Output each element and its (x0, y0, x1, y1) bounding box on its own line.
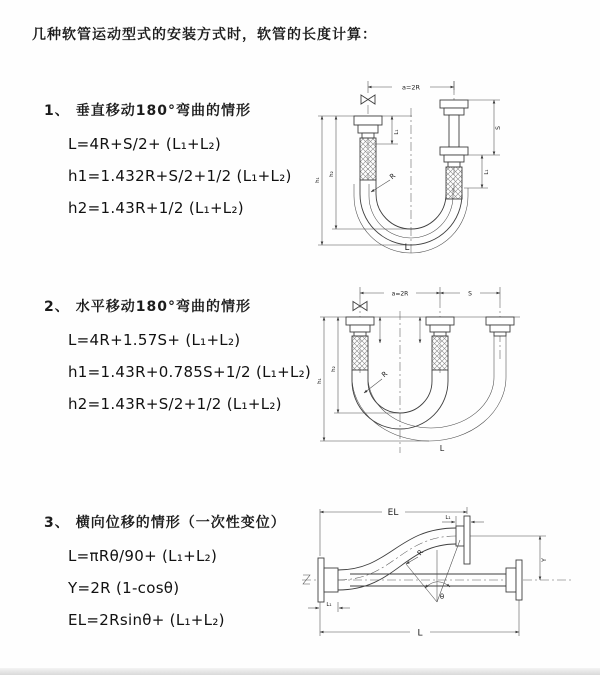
section-1-index: 1、 (44, 103, 70, 119)
dim-label-s: S (495, 126, 502, 130)
dim-label-l1-left: L₁ (326, 602, 332, 608)
diagram-vertical-180-bend (308, 74, 570, 258)
middle-pipe-assembly (426, 317, 454, 370)
section-2-formulas (68, 324, 311, 420)
dim-label-r: R (380, 369, 390, 380)
formula-line: Y=2R (1-cosθ) (68, 579, 180, 597)
left-flange (318, 558, 338, 602)
hose-u-bend (352, 336, 506, 441)
section-2-heading (44, 296, 311, 316)
formula-line: EL=2Rsinθ+ (L₁+L₂) (68, 611, 225, 629)
dim-a2r (360, 287, 500, 299)
dim-label-theta: θ (439, 593, 445, 601)
formula-line: h1=1.432R+S/2+1/2 (L₁+L₂) (68, 167, 292, 185)
right-pipe-assembly (486, 317, 514, 336)
dim-label-el: EL (387, 508, 399, 518)
formula-line: h2=1.43R+S/2+1/2 (L₁+L₂) (68, 395, 282, 413)
diagram-lateral-displacement (298, 502, 584, 648)
dim-label-l1-left: L₁ (394, 129, 400, 135)
section-3 (44, 512, 286, 636)
section-2 (44, 296, 311, 420)
hose-s-curve (338, 516, 470, 590)
dim-label-l1-right: L₁ (484, 169, 490, 175)
formula-line: L=πRθ/90+ (L₁+L₂) (68, 547, 218, 565)
dim-l (320, 600, 519, 639)
dim-h1 (317, 317, 429, 441)
dim-label-l1-top: L₁ (445, 515, 451, 521)
section-3-heading (44, 512, 286, 532)
dim-a2r (368, 81, 454, 93)
section-1-title: 垂直移动180°弯曲的情形 (75, 103, 251, 119)
dim-label-h2: h₂ (331, 366, 337, 372)
dim-label-r: R (388, 171, 398, 182)
section-1-formulas (68, 128, 292, 224)
valve-icon (361, 95, 375, 104)
formula-line: h2=1.43R+1/2 (L₁+L₂) (68, 199, 244, 217)
dim-label-r: R (415, 548, 426, 558)
section-3-formulas (68, 540, 286, 636)
dim-label-y: Y (540, 558, 548, 562)
break-symbol (303, 575, 310, 584)
dim-label-l: L (417, 628, 423, 639)
dim-l1-left (308, 602, 350, 612)
section-1-heading (44, 100, 292, 120)
section-2-index: 2、 (44, 299, 70, 315)
formula-line: L=4R+S/2+ (L₁+L₂) (68, 135, 222, 153)
left-pipe-assembly (354, 116, 382, 180)
dim-s (468, 100, 502, 155)
dim-label-s: S (468, 290, 472, 298)
left-pipe-assembly (346, 317, 374, 370)
dim-l1-right (464, 155, 490, 188)
dim-label-h2: h₂ (329, 171, 335, 177)
dim-label-a2r: a=2R (401, 83, 421, 92)
formula-line: L=4R+1.57S+ (L₁+L₂) (68, 331, 241, 349)
dim-label-l: L (439, 444, 445, 453)
section-3-title: 横向位移的情形（一次性变位） (75, 515, 286, 531)
page-title: 几种软管运动型式的安装方式时，软管的长度计算： (32, 27, 377, 43)
angle-construction (406, 540, 460, 602)
dim-label-h1: h₁ (317, 378, 323, 384)
section-1 (44, 100, 292, 224)
diagram-horizontal-180-bend (312, 281, 576, 463)
right-pipe-assembly (440, 100, 468, 199)
dim-s (440, 290, 500, 297)
section-3-index: 3、 (44, 515, 70, 531)
dim-label-l: L (404, 243, 410, 253)
dim-label-a2r: a=2R (391, 290, 409, 298)
page-edge-shadow (0, 668, 600, 675)
section-2-title: 水平移动180°弯曲的情形 (75, 299, 251, 315)
formula-line: h1=1.43R+0.785S+1/2 (L₁+L₂) (68, 363, 312, 381)
dim-label-h1: h₁ (315, 177, 321, 183)
